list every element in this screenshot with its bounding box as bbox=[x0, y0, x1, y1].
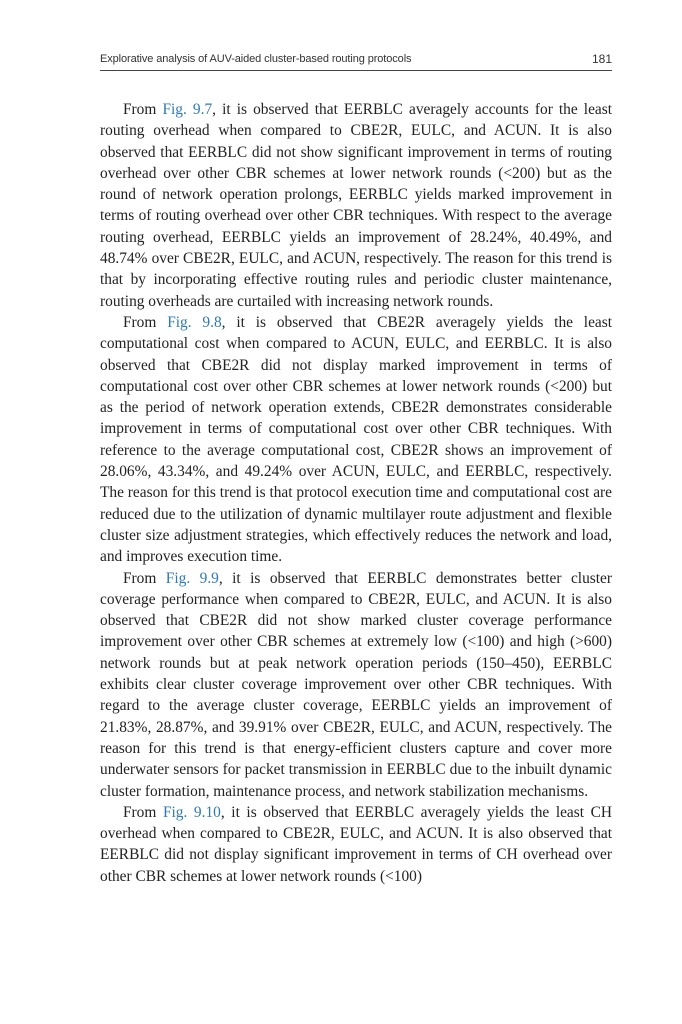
paragraph-lead: From bbox=[123, 101, 163, 118]
running-title: Explorative analysis of AUV-aided cluster-based routing protocols bbox=[100, 53, 412, 65]
paragraph-fig-9-7 bbox=[100, 99, 612, 312]
page-number: 181 bbox=[591, 52, 612, 66]
paragraph-text: , it is observed that CBE2R averagely yields the least computational cost when compared to ACUN, EULC, and EERBLC. It is also observed that CBE2R did not display marked improvement in terms of computational cost over other CBR schemes at lower network rounds (<200) but as the period of network operation extends, CBE2R demonstrates considerable improvement in terms of computational cost over other CBR techniques. With reference to the average computational cost, CBE2R shows an improvement of 28.06%, 43.34%, and 49.24% over ACUN, EULC, and EERBLC, respectively. The reason for this trend is that protocol execution time and computational cost are reduced due to the utilization of dynamic multilayer route adjustment and flexible cluster size adjustment strategies, which effectively reduces the network and load, and improves execution time. bbox=[100, 313, 613, 566]
figure-link-9-8[interactable]: Fig. 9.8 bbox=[167, 313, 222, 331]
figure-link-9-10[interactable]: Fig. 9.10 bbox=[162, 803, 221, 821]
paragraph-lead: From bbox=[123, 803, 163, 821]
paragraph-text: , it is observed that EERBLC demonstrates better cluster coverage performance when compared to CBE2R, EULC, and ACUN. It is also observed that CBE2R did not show marked cluster coverage performance improvement over other CBR schemes at extremely low (<100) and high (>600) network rounds but at peak network operation periods (150–450), EERBLC exhibits clear cluster coverage improvement over other CBR techniques. With regard to the average cluster coverage, EERBLC yields an improvement of 21.83%, 28.87%, and 39.91% over CBE2R, EULC, and ACUN, respectively. The reason for this trend is that energy-efficient clusters capture and cover more underwater sensors for packet transmission in EERBLC due to the inbuilt dynamic cluster formation, maintenance process, and network stabilization mechanisms. bbox=[100, 569, 612, 800]
paragraph-fig-9-10 bbox=[100, 802, 612, 887]
paragraph-fig-9-8 bbox=[100, 312, 612, 568]
body-text bbox=[100, 99, 612, 887]
paragraph-text: , it is observed that EERBLC averagely accounts for the least routing overhead when compared to CBE2R, EULC, and ACUN. It is also observed that EERBLC did not show significant improvement in terms of routing overhead over other CBR schemes at lower network rounds (<200) but as the round of network operation prolongs, EERBLC yields marked improvement in terms of routing overhead over other CBR techniques. With respect to the average routing overhead, EERBLC yields an improvement of 28.24%, 40.49%, and 48.74% over CBE2R, EULC, and ACUN, respectively. The reason for this trend is that by incorporating effective routing rules and periodic cluster maintenance, routing overheads are curtailed with increasing network rounds. bbox=[100, 101, 613, 310]
paragraph-fig-9-9 bbox=[100, 568, 612, 802]
paragraph-lead: From bbox=[123, 313, 168, 331]
figure-link-9-9[interactable]: Fig. 9.9 bbox=[165, 569, 219, 587]
paragraph-lead: From bbox=[123, 569, 166, 587]
figure-link-9-7[interactable]: Fig. 9.7 bbox=[162, 101, 213, 118]
running-header bbox=[100, 52, 612, 71]
paragraph-text: , it is observed that EERBLC averagely yields the least CH overhead when compared to CBE2R, EULC, and ACUN. It is also observed that EERBLC did not display significant improvement in terms of CH overhead over other CBR schemes at lower network rounds (<100) bbox=[100, 803, 612, 885]
